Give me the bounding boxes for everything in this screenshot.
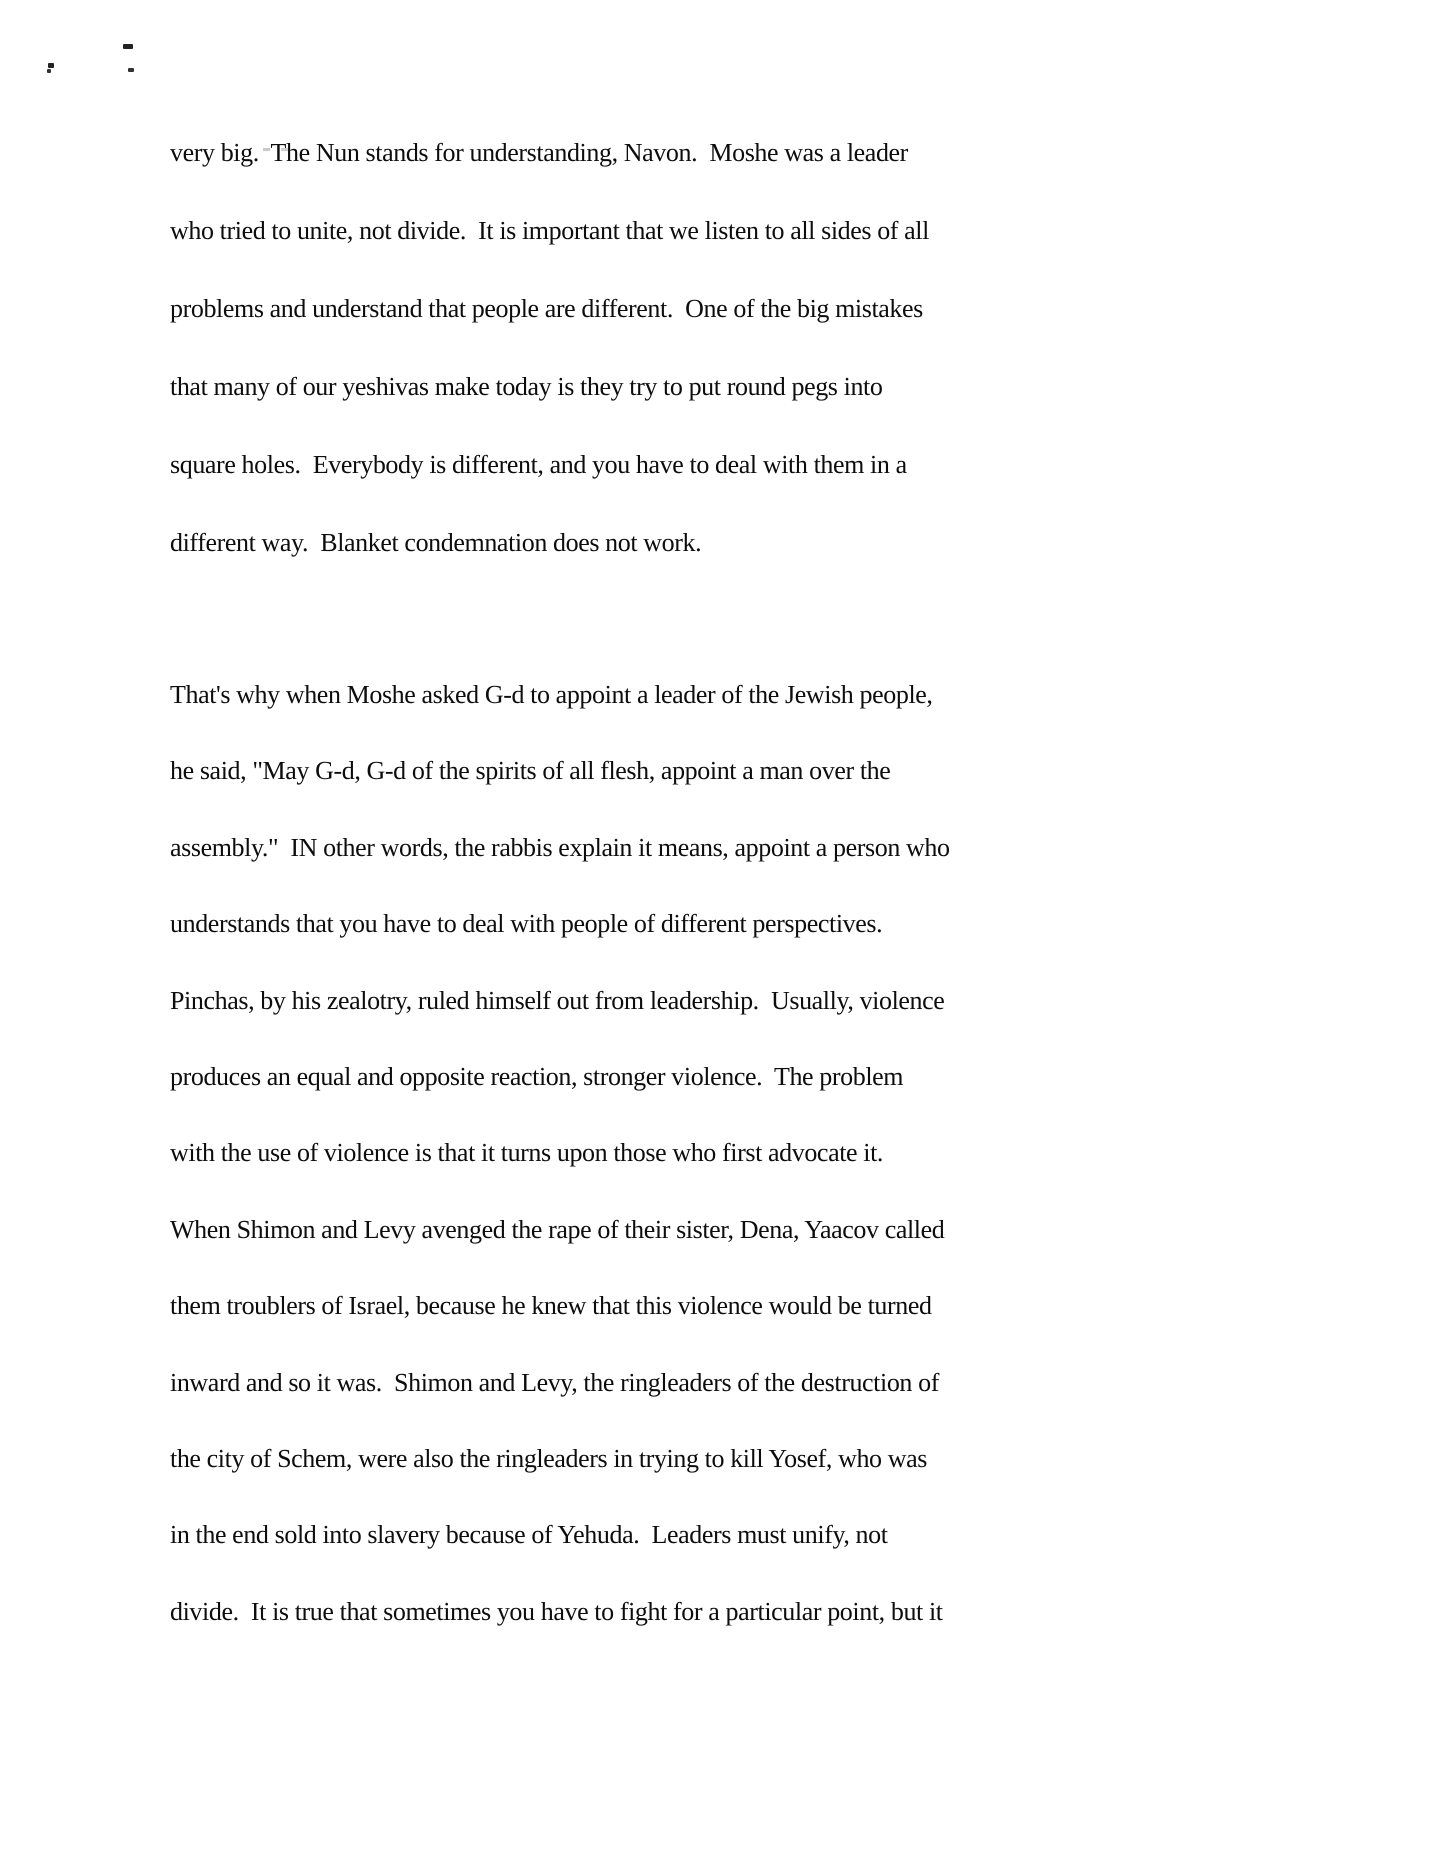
scan-speck	[48, 63, 54, 68]
text-line: very big. The Nun stands for understanding, Navon. Moshe was a leader	[170, 138, 908, 167]
text-line: inward and so it was. Shimon and Levy, the ringleaders of the destruction of	[170, 1367, 939, 1397]
scan-speck	[47, 69, 51, 73]
scan-speck	[123, 44, 133, 49]
text-line: different way. Blanket condemnation does not work.	[170, 528, 702, 557]
paragraph-1	[170, 138, 1370, 606]
text-line: that many of our yeshivas make today is they try to put round pegs into	[170, 372, 883, 401]
text-line: problems and understand that people are different. One of the big mistakes	[170, 294, 923, 323]
text-line: who tried to unite, not divide. It is important that we listen to all sides of all	[170, 216, 929, 245]
text-line: the city of Schem, were also the ringleaders in trying to kill Yosef, who was	[170, 1443, 927, 1473]
paragraph-2	[170, 680, 1370, 1673]
text-line: assembly." IN other words, the rabbis explain it means, appoint a person who	[170, 832, 950, 862]
scan-speck	[128, 68, 134, 72]
text-line: divide. It is true that sometimes you have to fight for a particular point, but it	[170, 1596, 943, 1626]
text-line: When Shimon and Levy avenged the rape of their sister, Dena, Yaacov called	[170, 1214, 945, 1244]
text-line: produces an equal and opposite reaction, stronger violence. The problem	[170, 1061, 904, 1091]
text-line: Pinchas, by his zealotry, ruled himself out from leadership. Usually, violence	[170, 985, 945, 1015]
text-line: understands that you have to deal with people of different perspectives.	[170, 909, 883, 939]
text-line: square holes. Everybody is different, and you have to deal with them in a	[170, 450, 907, 479]
text-line: with the use of violence is that it turns upon those who first advocate it.	[170, 1138, 884, 1168]
text-line: them troublers of Israel, because he knew that this violence would be turned	[170, 1291, 932, 1321]
text-line: in the end sold into slavery because of Yehuda. Leaders must unify, not	[170, 1520, 888, 1550]
text-line: he said, "May G-d, G-d of the spirits of all flesh, appoint a man over the	[170, 756, 891, 786]
text-line: That's why when Moshe asked G-d to appoint a leader of the Jewish people,	[170, 680, 933, 709]
